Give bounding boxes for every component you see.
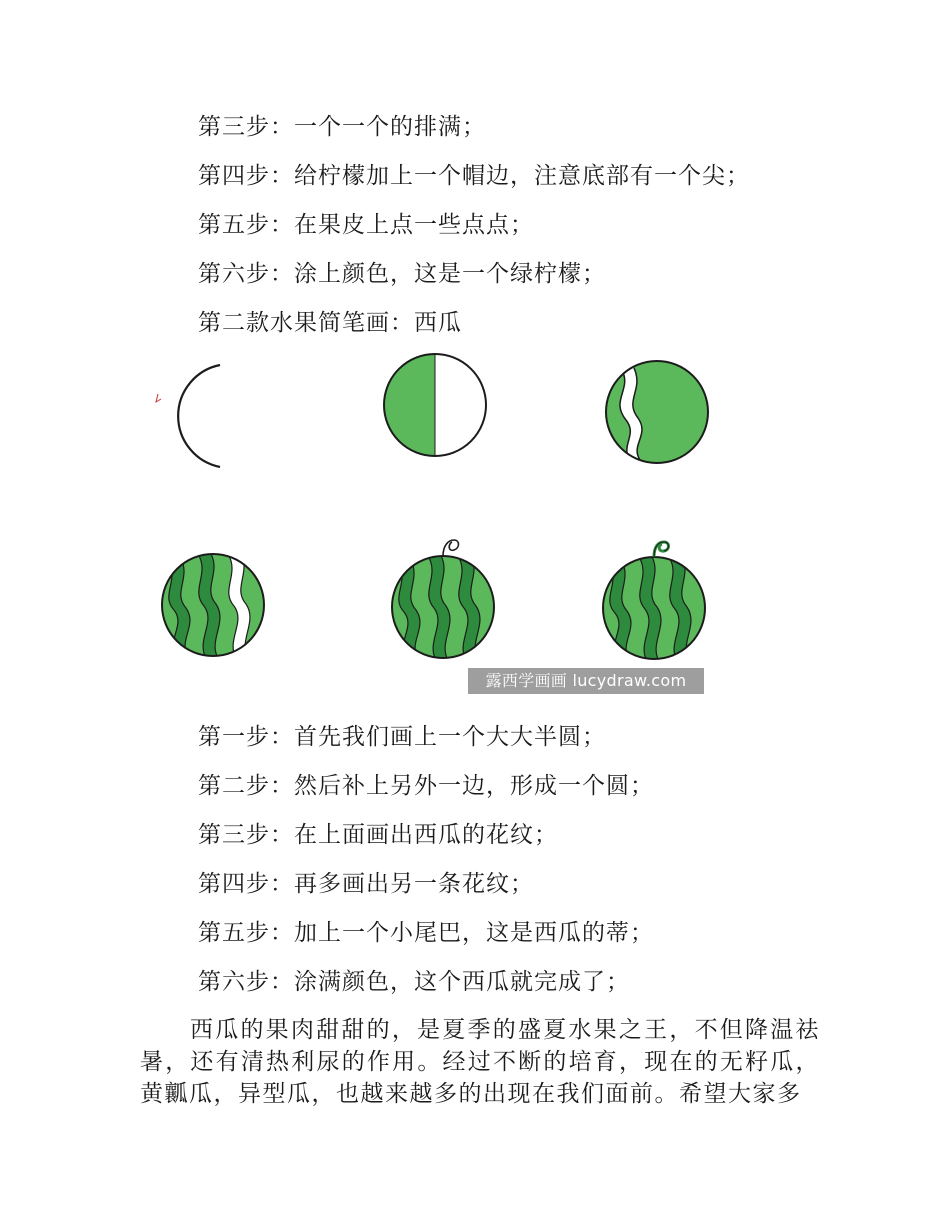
step-line: 第五步：在果皮上点一些点点； [198, 212, 534, 238]
step-line: 第六步：涂上颜色，这是一个绿柠檬； [198, 261, 606, 287]
step-line: 第六步：涂满颜色，这个西瓜就完成了； [198, 969, 630, 995]
section-title: 第二款水果简笔画：西瓜 [198, 310, 462, 336]
step-line: 第一步：首先我们画上一个大大半圆； [198, 724, 606, 750]
step-line: 第三步：在上面画出西瓜的花纹； [198, 822, 558, 848]
step-line: 第五步：加上一个小尾巴，这是西瓜的蒂； [198, 920, 654, 946]
watermelon-step-5 [392, 540, 494, 660]
watermark-label: 露西学画画 lucydraw.com [468, 668, 704, 694]
step-line: 第四步：给柠檬加上一个帽边，注意底部有一个尖； [198, 163, 750, 189]
watermelon-step-6 [603, 542, 705, 661]
watermelon-step-2 [384, 354, 486, 456]
watermark-drawing-steps-illustration [152, 350, 712, 700]
watermelon-step-3 [606, 361, 708, 463]
watermelon-step-4 [162, 552, 264, 658]
watermelon-step-1 [156, 365, 220, 467]
step-line: 第二步：然后补上另外一边，形成一个圆； [198, 773, 654, 799]
closing-paragraph: 西瓜的果肉甜甜的，是夏季的盛夏水果之王，不但降温祛暑，还有清热利尿的作用。经过不断的培育，现在的无籽瓜，黄瓤瓜，异型瓜，也越来越多的出现在我们面前。希望大家多 [140, 1017, 820, 1107]
step-line: 第四步：再多画出另一条花纹； [198, 871, 534, 897]
step-line: 第三步：一个一个的排满； [198, 114, 486, 140]
